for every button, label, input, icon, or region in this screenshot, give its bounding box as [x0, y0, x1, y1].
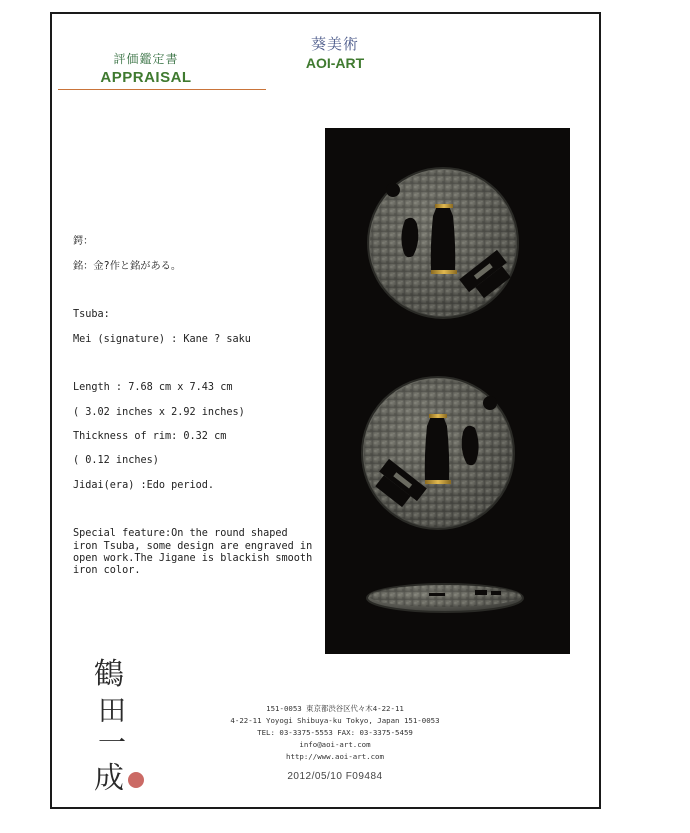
desc-line-tsuba-jp: 鍔： [73, 236, 94, 248]
item-description [73, 224, 318, 589]
signature-char-1: 鶴 [94, 657, 124, 692]
tsuba-back-view [362, 377, 514, 529]
footer-postal-jp: 151-0053 東京都渋谷区代々木4-22-11 [266, 704, 404, 713]
tsuba-side-view [367, 584, 523, 612]
desc-mei: Mei (signature) : Kane ? saku [73, 333, 251, 345]
seal-stamp [128, 772, 144, 788]
desc-tsuba-label: Tsuba: [73, 309, 110, 321]
brand-heading [290, 33, 380, 71]
desc-length: Length : 7.68 cm x 7.43 cm [73, 382, 233, 394]
brand-name-jp: 葵美術 [310, 35, 359, 53]
footer-email-link[interactable]: info@aoi-art.com [299, 740, 371, 750]
heading-rule [58, 89, 266, 90]
appraiser-signature [90, 652, 150, 800]
brand-name-en: AOI-ART [305, 55, 365, 71]
appraisal-title-en: APPRAISAL [100, 69, 192, 86]
tsuba-photo [325, 128, 570, 654]
desc-special-feature: Special feature:On the round shaped iron Tsuba, some design are engraved in open work.The Jigane is blackish smooth iron color. [73, 528, 313, 577]
signature-char-2: 田 [98, 694, 127, 727]
tsuba-front-view [368, 168, 518, 318]
footer-tel-fax: TEL: 03-3375-5553 FAX: 03-3375-5459 [257, 728, 413, 738]
contact-footer [190, 703, 480, 784]
footer-date-code: 2012/05/10 F09484 [287, 771, 383, 783]
appraisal-heading [86, 50, 206, 86]
footer-address-en: 4-22-11 Yoyogi Shibuya-ku Tokyo, Japan 151-0053 [230, 716, 440, 726]
desc-thickness-inches: ( 0.12 inches) [73, 455, 159, 467]
desc-thickness: Thickness of rim: 0.32 cm [73, 431, 227, 443]
appraisal-title-jp: 評価鑑定書 [113, 52, 179, 66]
signature-char-3: 一 [98, 726, 127, 759]
desc-length-inches: ( 3.02 inches x 2.92 inches) [73, 406, 245, 418]
desc-era: Jidai(era) :Edo period. [73, 479, 215, 491]
signature-char-4: 成 [94, 761, 124, 796]
footer-website-link[interactable]: http://www.aoi-art.com [286, 752, 384, 762]
desc-line-mei-jp: 銘：金?作と銘がある。 [73, 260, 182, 272]
